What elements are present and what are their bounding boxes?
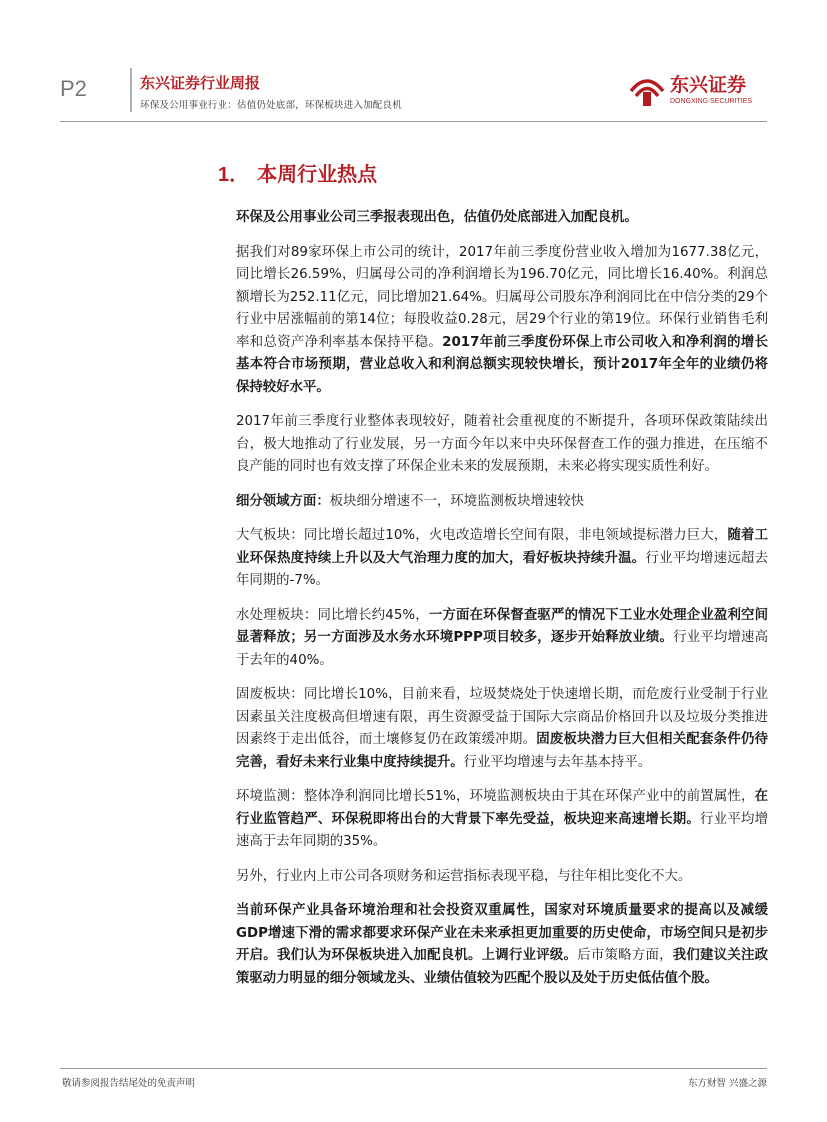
body-text: 固废板块：同比增长10%，目前来看，垃圾焚烧处于快速增长期，而危废行业受制于行业因素虽关注度极高但增速有限，再生资源受益于国际大宗商品价格回升以及垃圾分类推进因素终于走出低谷，而土壤修复仍在政策缓冲期。 [236,687,768,747]
main-content [236,207,768,1002]
body-text: 行业平均增速远超去年同期的-7%。 [236,550,769,588]
body-text: 后市策略方面， [577,948,673,963]
bold-text: 细分领域方面： [236,493,330,509]
bold-text: 环保及公用事业公司三季报表现出色，估值仍处底部进入加配良机。 [236,210,638,225]
header-divider [130,68,132,112]
paragraph-segments-intro [236,491,768,514]
body-text: 据我们对89家环保上市公司的统计，2017年前三季度份营业收入增加为1677.38亿元，同比增长26.59%，归属母公司的净利润增长为196.70亿元，同比增长16.40%。利润总额增长为252.11亿元，同比增加21.64%。归属母公司股东净利润同比在中信分类的29个行业中居涨幅前的第14位；每股收益0.28元，居29个行业的第19位。环保行业销售毛利率和总资产净利率基本保持平稳。 [236,244,768,350]
report-title: 东兴证券行业周报 [140,74,261,92]
paragraph-water [236,605,768,673]
paragraph-stats [236,242,768,400]
header-rule [60,121,767,122]
body-text: 行业平均增速高于去年的40%。 [236,630,768,668]
paragraph-solid-waste [236,684,768,774]
bold-text: 随着工业环保热度持续上升以及大气治理力度的加大，看好板块持续升温。 [236,528,769,566]
body-text: 大气板块：同比增长超过10%，火电改造增长空间有限，非电领域提标潜力巨大， [236,528,728,543]
bold-text: 在行业监管趋严、环保税即将出台的大背景下率先受益，板块迎来高速增长期。 [236,789,768,827]
body-text: 行业平均增速高于去年同期的35%。 [236,811,769,849]
body-text: 环境监测：整体净利润同比增长51%，环境监测板块由于其在环保产业中的前置属性， [236,789,755,804]
section-number: 1． [218,164,250,186]
section-title [218,158,377,187]
logo-mark-icon [628,70,666,108]
logo-text-en: DONGXING SECURITIES [670,98,753,105]
footer-slogan: 东方财智 兴盛之源 [687,1078,767,1089]
paragraph-conclusion [236,900,768,990]
logo-text: 东兴证券 [670,74,747,96]
page-number: P2 [60,76,87,101]
paragraph-lead-sentence [236,207,768,230]
company-logo [628,68,768,112]
bold-text: 固废板块潜力巨大但相关配套条件仍待完善，看好未来行业集中度持续提升。 [236,732,769,770]
body-text: 行业平均增速与去年基本持平。 [463,754,652,770]
paragraph-overview [236,411,768,479]
paragraph-other [236,866,768,889]
bold-text: 2017年前三季度份环保上市公司收入和净利润的增长基本符合市场预期，营业总收入和利润总额实现较快增长，预计2017年全年的业绩仍将保持较好水平。 [236,334,768,395]
body-text: 水处理板块：同比增长约45%， [236,607,429,623]
body-text: 另外，行业内上市公司各项财务和运营指标表现平稳，与往年相比变化不大。 [236,868,692,884]
footer-disclaimer-note: 敬请参阅报告结尾处的免责声明 [62,1078,196,1089]
section-title-text: 本周行业热点 [257,162,378,186]
footer-rule [60,1068,767,1069]
bold-text: 一方面在环保督查驱严的情况下工业水处理企业盈利空间显著释放；另一方面涉及水务水环境PPP项目较多，逐步开始释放业绩。 [236,607,769,645]
paragraph-air [236,525,768,593]
bold-text: 我们建议关注政策驱动力明显的细分领域龙头、业绩估值较为匹配个股以及处于历史低估值个股。 [236,948,769,986]
paragraph-monitoring [236,786,768,854]
report-subtitle: 环保及公用事业行业：估值仍处底部，环保板块进入加配良机 [140,100,402,111]
bold-text: 当前环保产业具备环境治理和社会投资双重属性，国家对环境质量要求的提高以及减缓GDP增速下滑的需求都要求环保产业在未来承担更加重要的历史使命，市场空间只是初步开启。我们认为环保板块进入加配良机。上调行业评级。 [236,903,768,963]
body-text: 板块细分增速不一，环境监测板块增速较快 [329,493,585,509]
body-text: 2017年前三季度行业整体表现较好，随着社会重视度的不断提升，各项环保政策陆续出台，极大地推动了行业发展，另一方面今年以来中央环保督查工作的强力推进，在压缩不良产能的同时也有效支撑了环保企业未来的发展预期，未来必将实现实质性利好。 [236,414,768,474]
